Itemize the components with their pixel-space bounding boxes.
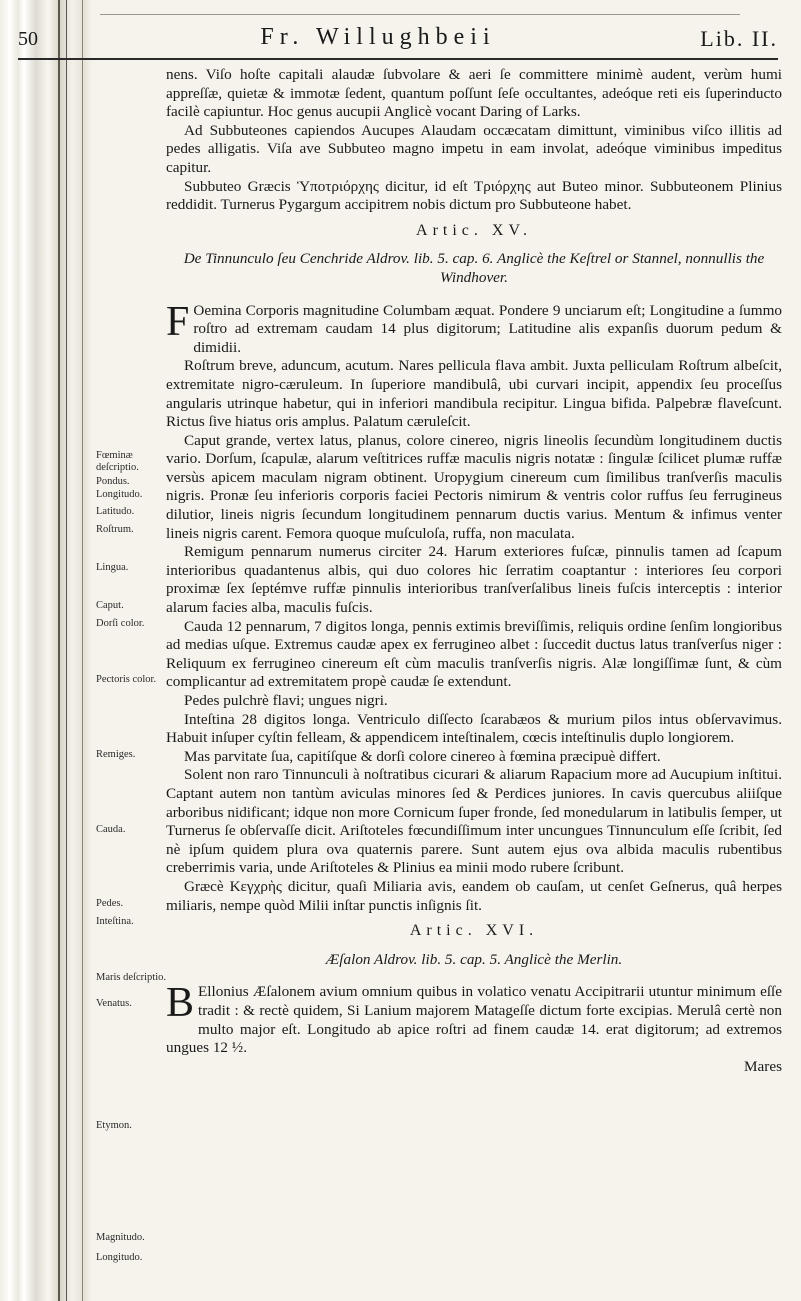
margin-note: Cauda.: [96, 824, 126, 835]
paragraph: Cauda 12 pennarum, 7 digitos longa, pennis extimis breviſſimis, reliquis ordine ſenſim longioribus ad medias uſque. Extremus caudæ apex ex ferrugineo albet : ſuccedit ductus latus tranſverſus niger : Reliquum ex ferrugineo cinereum eſt cùm maculis tranſverſis nigris. Alæ longiſſimæ ſunt, & cùm complicantur ad extremitatem propè caudæ ſe extendunt.: [166, 617, 782, 691]
paragraph: Caput grande, vertex latus, planus, colore cinereo, nigris lineolis ſecundùm longitudinem ductis vario. Dorſum, ſcapulæ, alarum veſtitrices ruffæ maculis nigris notatæ : ſingulæ ſcilicet plumæ ruffæ versùs apicem maculam nigram obtinent. Uropygium cinereum cum ſimilibus tranſverſis maculis nigris. Pronæ ſeu inferioris corporis faciei Pectoris nimirum & ventris color ruffus ſeu ferrugineus dilutior, lineis nigris ſecundum longitudinem pennarum ductis varius. Mentum & infimus venter lineis nigris carent. Femora quoque muſculoſa, ruffa, non maculata.: [166, 431, 782, 542]
margin-note: Etymon.: [96, 1120, 132, 1131]
margin-note: Lingua.: [96, 562, 129, 573]
margin-note: Fœminæ deſcriptio.: [96, 450, 139, 473]
paragraph: [166, 980, 782, 1057]
paragraph-text: Oemina Corporis magnitudine Columbam æquat. Pondere 9 unciarum eſt; Longitudine a ſummo roſtro ad extremam caudam 14 plus digitorum; Latitudine alis expanſis duorum pedum & dimidii.: [193, 301, 782, 356]
margin-note: Latitudo.: [96, 506, 135, 517]
article-heading: Artic. XVI.: [409, 922, 539, 940]
section-title-text: De Tinnunculo ſeu Cenchride Aldrov. lib. 5. cap. 6. Anglicè the Keſtrel or Stannel, nonnullis the Windhover.: [183, 250, 765, 286]
margin-note: Pondus.: [96, 476, 130, 487]
margin-note: Pectoris color.: [96, 674, 157, 685]
paragraph: Roſtrum breve, aduncum, acutum. Nares pellicula flava ambit. Juxta pelliculam Roſtrum albeſcit, extremitate nigro-cæruleum. In ſuperiore mandibulâ, ubi curvari incipit, appendix ſeu proceſſus angularis utrinque habetur, qui in inferiori mandibula recipitur. Lingua bifida. Palpebræ flaveſcunt. Rictus ſive hiatus oris amplus. Palatum cæruleſcit.: [166, 357, 782, 431]
margin-note: Remiges.: [96, 749, 136, 760]
paragraph: Ad Subbuteones capiendos Aucupes Alaudam occæcatam dimittunt, viminibus viſco illitis ad pedes alligatis. Viſa ave Subbuteo magno impetu in eam involat, adeóque viminibus impeditus capitur.: [166, 121, 782, 176]
book-number: Lib. II.: [700, 26, 778, 51]
top-rule: [100, 14, 740, 15]
drop-cap: F: [166, 298, 190, 345]
paragraph: Solent non raro Tinnunculi à noſtratibus cicurari & aliarum Rapacium more ad Aucupium inſtitui. Captant autem non tantùm aviculas minores ſed & Perdices juniores. In cavis quercubus aliiſque arboribus nidificant; idque non more Cornicum ſuper fronde, ſed monedularum in latibulis ſemper, ut Turnerus ſe obſervaſſe dicit. Ariſtoteles fœcundiſſimum inter uncungues Tinnunculum eſſe ſcribit, ſed nè ipſum quidem plura ova quaternis parere. Sunt autem ejus ova albida maculis rubentibus creberrimis varia, unde Ariſtoteles & Plinius ea minii modo rubere ſcribunt.: [166, 766, 782, 877]
paragraph: Mas parvitate ſua, capitíſque & dorſi colore cinereo à fœmina præcipuè differt.: [184, 747, 661, 765]
section-title: [166, 951, 782, 970]
paragraph: Pedes pulchrè flavi; ungues nigri.: [184, 692, 388, 709]
page-number: 50: [18, 28, 38, 50]
page-binding-shadow: [0, 0, 92, 1301]
margin-note: Caput.: [96, 600, 124, 611]
main-text: [166, 66, 782, 1076]
catchword: Mares: [744, 1057, 782, 1075]
margin-note: Venatus.: [96, 998, 132, 1009]
running-head: Fr. Willughbeii: [260, 24, 496, 50]
margin-note: Dorſi color.: [96, 618, 145, 629]
binding-line: [82, 0, 83, 1301]
section-title: [166, 250, 782, 287]
article-heading: Artic. XV.: [416, 221, 532, 239]
binding-line: [66, 0, 67, 1301]
margin-note: Pedes.: [96, 898, 124, 909]
section-title-text: Æſalon Aldrov. lib. 5. cap. 5. Anglicè the Merlin.: [325, 950, 623, 968]
paragraph: [166, 298, 782, 358]
margin-notes: [96, 0, 166, 1301]
margin-note: Magnitudo.: [96, 1232, 145, 1243]
margin-note: Roſtrum.: [96, 524, 134, 535]
paragraph: Græcè Κεγχρὴς dicitur, quaſi Miliaria avis, eandem ob cauſam, ut cenſet Geſnerus, quâ herpes miliaris, nempe quòd Milii inſtar punctis inſignis ſit.: [166, 877, 782, 914]
paragraph-text: Ellonius Æſalonem avium omnium quibus in volatico venatu Accipitrarii utuntur minimum eſſe tradit : & rectè quidem, Si Lanium majorem Matageſſe dictum forte excipias. Merulâ certè non multo major eſt. Longitudo ab apice roſtri ad finem caudæ 14. erat digitorum; ad extremos ungues 12 ½.: [166, 983, 782, 1057]
paragraph: nens. Viſo hoſte capitali alaudæ ſubvolare & aeri ſe committere minimè audent, verùm humi appreſſæ, quietæ & immotæ ſedent, quantum poſſunt ſeſe occultantes, adeóque reti eis ſuperinducto facilè capiuntur. Hoc genus aucupii Anglicè vocant Daring of Larks.: [166, 66, 782, 121]
paragraph: Remigum pennarum numerus circiter 24. Harum exteriores fuſcæ, pinnulis tamen ad ſcapum interioribus quadantenus albis, qui duo colores hic ſerratim coaptantur : interiores ſeu corpori proximæ ſex ſeptémve ruffæ pinnulis interioribus tranſverſalibus lineis fuſcis interceptis : interior alarum facies alba, maculis fuſcis.: [166, 543, 782, 617]
paragraph: Subbuteo Græcis Ὑποτριόρχης dicitur, id eſt Τριόρχης aut Buteo minor. Subbuteonem Plinius reddidit. Turnerus Pygargum accipitrem nobis dictum pro Subbuteone habet.: [166, 177, 782, 214]
binding-line: [58, 0, 60, 1301]
margin-note: Maris deſcriptio.: [96, 972, 166, 983]
margin-note: Longitudo.: [96, 489, 143, 500]
paragraph: Inteſtina 28 digitos longa. Ventriculo diſſecto ſcarabæos & murium pilos intus obſervavimus. Habuit inſuper cyſtin felleam, & appendicem inteſtinalem, cœcis inteſtinulis duplo longiorem.: [166, 710, 782, 747]
margin-note: Longitudo.: [96, 1252, 143, 1263]
margin-note: Inteſtina.: [96, 916, 134, 927]
drop-cap: B: [166, 980, 195, 1027]
